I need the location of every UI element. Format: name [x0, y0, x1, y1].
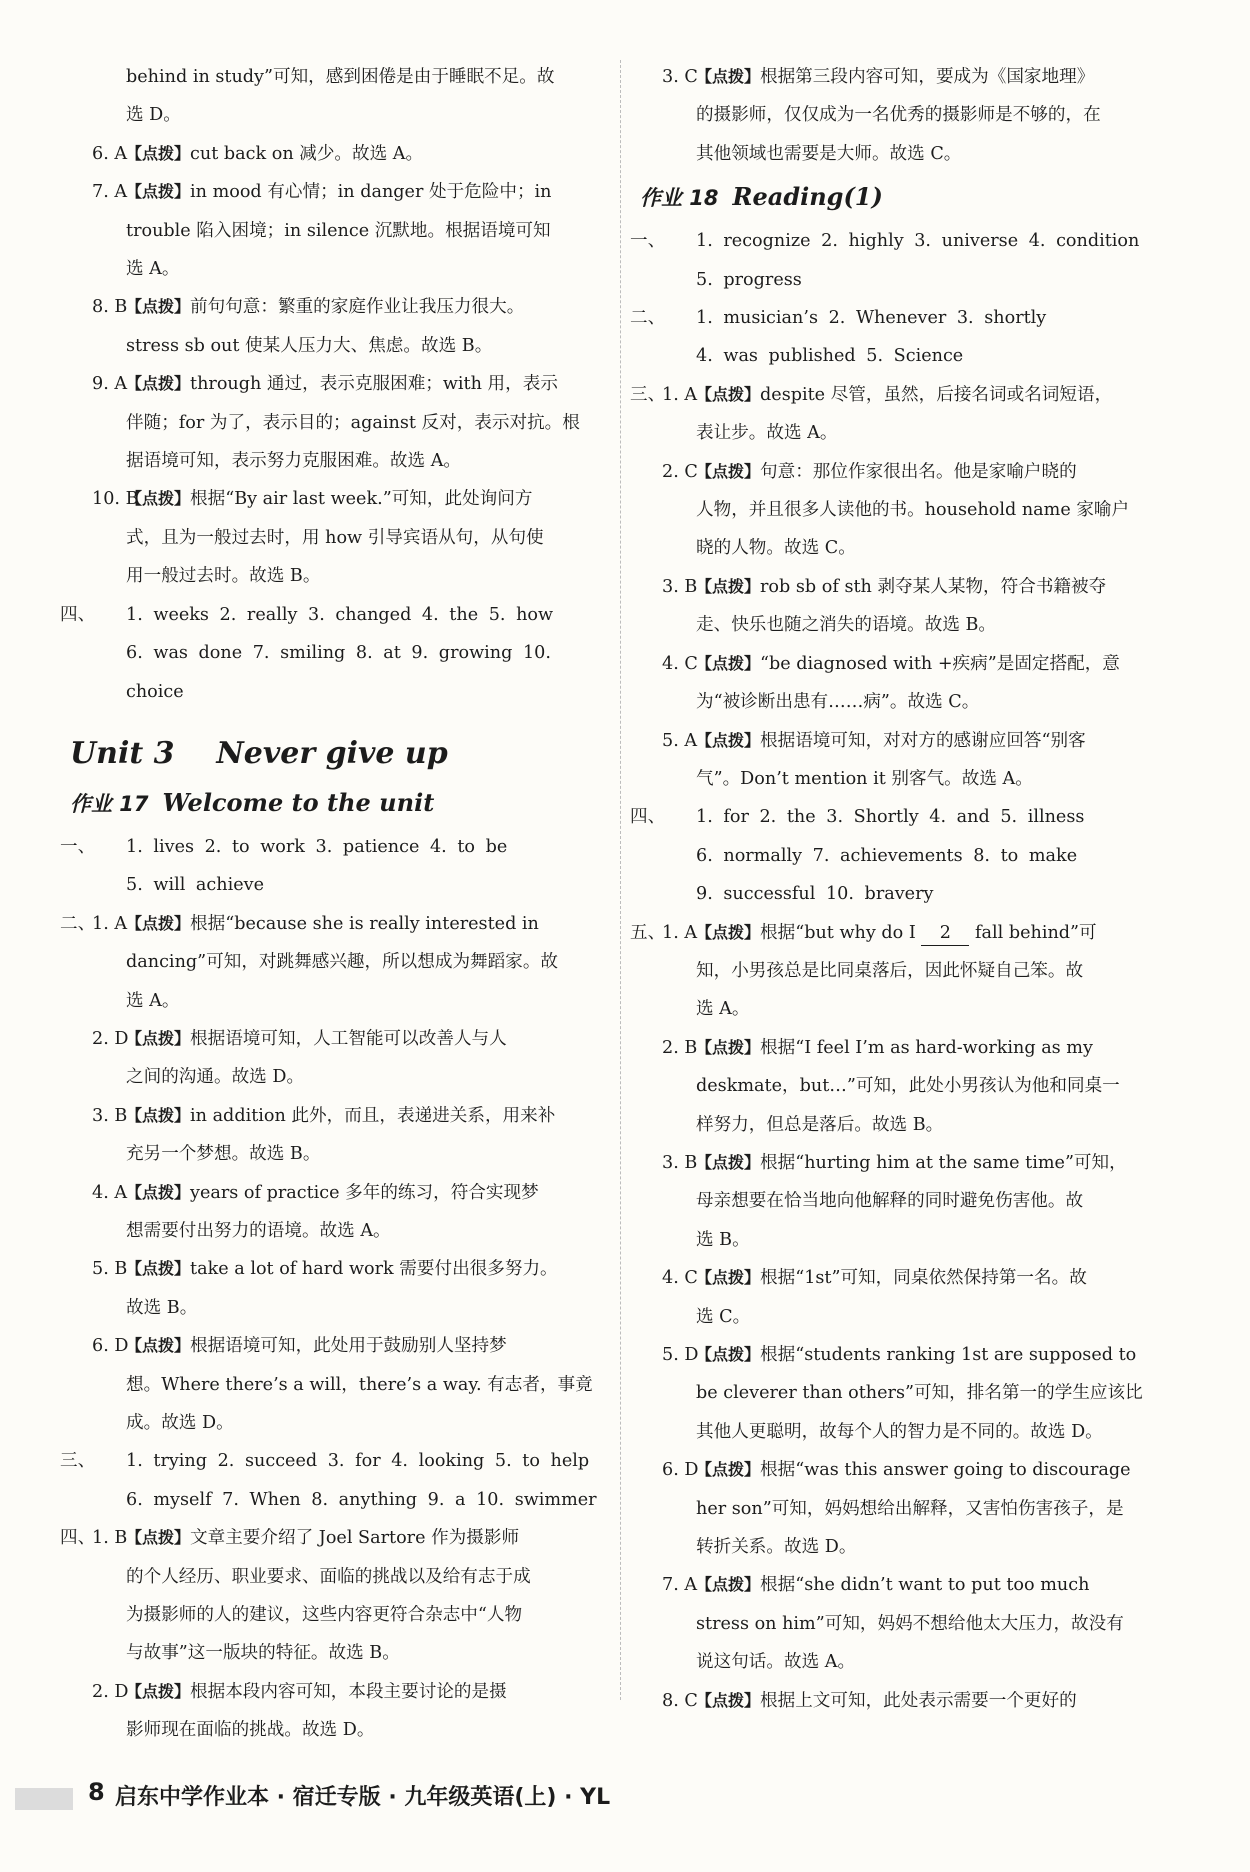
- fill-answers: 9. successful 10. bravery: [696, 884, 934, 905]
- answer-item: [60, 905, 615, 1020]
- answer-line: [70, 519, 615, 557]
- answer-line: [70, 1212, 615, 1250]
- answer-item: [70, 135, 615, 173]
- blank-number: 2: [921, 921, 969, 946]
- answer-text: 【点拨】in mood 有心情；in danger 处于危险中；in: [126, 182, 552, 203]
- hint-tag: 【点拨】: [696, 1345, 761, 1364]
- answer-item: [70, 1097, 615, 1174]
- hint-tag: 【点拨】: [696, 384, 761, 404]
- fill-answers: 5. will achieve: [126, 875, 264, 896]
- section-mark: 一、: [630, 231, 666, 252]
- answer-text: 【点拨】根据“By air last week.”可知，此处询问方: [126, 489, 533, 510]
- answer-text: 选 C。: [696, 1306, 751, 1327]
- answer-text: 【点拨】根据“she didn’t want to put too much: [696, 1575, 1090, 1596]
- answer-text: 【点拨】“be diagnosed with +疾病”是固定搭配，意: [696, 653, 1120, 674]
- answer-item: [640, 58, 1175, 173]
- answer-item: [640, 568, 1175, 645]
- fill-blank-line: [640, 337, 1175, 375]
- fill-answers: 1. for 2. the 3. Shortly 4. and 5. illness: [696, 807, 1085, 828]
- continued-text: 选 D。: [126, 105, 181, 126]
- answer-text: 【点拨】根据“was this answer going to discourage: [696, 1460, 1131, 1481]
- answer-text: 【点拨】根据第三段内容可知，要成为《国家地理》: [696, 67, 1095, 87]
- answer-number: 1. B: [92, 1528, 128, 1549]
- hint-tag: 【点拨】: [696, 922, 761, 942]
- answer-text: stress on him”可知，妈妈不想给他太大压力，故没有: [696, 1613, 1124, 1634]
- answer-line: [640, 722, 1175, 760]
- section-mark: 五、: [630, 922, 666, 943]
- answer-text: 【点拨】句意：那位作家很出名。他是家喻户晓的: [696, 461, 1077, 482]
- hint-tag: 【点拨】: [696, 1037, 761, 1057]
- answer-number: 3. B: [662, 576, 698, 597]
- hint-tag: 【点拨】: [696, 1690, 761, 1710]
- fill-blank-line: [70, 866, 615, 904]
- hint-tag: 【点拨】: [126, 1105, 191, 1125]
- fill-answers: 1. lives 2. to work 3. patience 4. to be: [126, 836, 508, 857]
- answer-line: [640, 529, 1175, 567]
- answer-line: [70, 1097, 615, 1135]
- answer-line: [640, 1067, 1175, 1105]
- answer-text: 【点拨】根据语境可知，此处用于鼓励别人坚持梦: [126, 1336, 507, 1357]
- hint-tag: 【点拨】: [126, 1182, 191, 1202]
- answer-line: [70, 1558, 615, 1596]
- answer-item: [640, 453, 1175, 568]
- hint-tag: 【点拨】: [126, 913, 191, 933]
- answer-text: 【点拨】in addition 此外，而且，表递进关系，用来补: [126, 1105, 556, 1126]
- answer-line: [640, 1336, 1175, 1374]
- answer-number: 6. D: [662, 1460, 699, 1481]
- answer-line: [640, 1451, 1175, 1489]
- answer-text: 的摄影师，仅仅成为一名优秀的摄影师是不够的，在: [696, 105, 1101, 126]
- answer-item: [640, 1566, 1175, 1681]
- fill-answers: 4. was published 5. Science: [696, 346, 964, 367]
- answer-text: 【点拨】文章主要介绍了 Joel Sartore 作为摄影师: [126, 1528, 520, 1549]
- answer-line: [640, 1682, 1175, 1720]
- answer-text: 知，小男孩总是比同桌落后，因此怀疑自己笨。故: [696, 960, 1084, 981]
- answer-item: [640, 1029, 1175, 1144]
- hint-tag: 【点拨】: [126, 1336, 191, 1356]
- answer-number: 5. D: [662, 1345, 699, 1365]
- homework-title: [70, 783, 615, 824]
- answer-number: 9. A: [92, 374, 128, 395]
- hint-tag: 【点拨】: [126, 143, 191, 163]
- answer-text: 【点拨】根据“I feel I’m as hard-working as my: [696, 1037, 1093, 1058]
- answer-text: 式，且为一般过去时，用 how 引导宾语从句，从句使: [126, 527, 544, 548]
- answer-line: [70, 442, 615, 480]
- section-mark: 三、: [630, 384, 666, 405]
- column-divider: [620, 60, 621, 1700]
- answer-line: [70, 1366, 615, 1404]
- answer-line: [70, 1289, 615, 1327]
- answer-text: 【点拨】rob sb of sth 剥夺某人某物，符合书籍被夺: [696, 576, 1107, 597]
- answer-text: 其他人更聪明，故每个人的智力是不同的。故选 D。: [696, 1421, 1103, 1442]
- answer-number: 3. B: [662, 1152, 698, 1173]
- answer-text: 与故事”这一版块的特征。故选 B。: [126, 1643, 400, 1664]
- answer-line: [640, 683, 1175, 721]
- fill-blank-line: [70, 634, 615, 711]
- answer-text: her son”可知，妈妈想给出解释，又害怕伤害孩子，是: [696, 1498, 1124, 1519]
- answer-text: 【点拨】cut back on 减少。故选 A。: [126, 143, 424, 164]
- answer-number: 4. C: [662, 653, 698, 674]
- answer-item: [70, 480, 615, 595]
- answer-item: [60, 1519, 615, 1673]
- answer-item: [640, 1682, 1175, 1720]
- answer-number: 8. B: [92, 297, 128, 318]
- answer-line: [70, 1673, 615, 1711]
- hint-tag: 【点拨】: [126, 297, 191, 317]
- answer-line: [640, 990, 1175, 1028]
- answer-line: [70, 173, 615, 211]
- fill-blank-line: [630, 798, 1175, 836]
- answer-text: 【点拨】根据“students ranking 1st are supposed to: [696, 1345, 1137, 1365]
- answer-text: 之间的沟通。故选 D。: [126, 1067, 305, 1088]
- answer-line: [60, 905, 615, 943]
- answer-text: 选 A。: [126, 259, 180, 280]
- answer-item: [630, 914, 1175, 1029]
- answer-line: [640, 1528, 1175, 1566]
- answer-text: 【点拨】根据“because she is really interested in: [126, 913, 539, 934]
- answer-line: [630, 376, 1175, 414]
- answer-item: [70, 1250, 615, 1327]
- continued-text: behind in study”可知，感到困倦是由于睡眠不足。故: [126, 67, 555, 87]
- answer-number: 5. B: [92, 1259, 128, 1280]
- answer-text: deskmate，but…”可知，此处小男孩认为他和同桌一: [696, 1076, 1120, 1097]
- answer-text: 影师现在面临的挑战。故选 D。: [126, 1720, 375, 1741]
- answer-text: 的个人经历、职业要求、面临的挑战以及给有志于成: [126, 1566, 531, 1587]
- hint-tag: 【点拨】: [696, 1268, 761, 1288]
- answer-line: [640, 1221, 1175, 1259]
- answer-text: 其他领域也需要是大师。故选 C。: [696, 143, 962, 164]
- answer-line: [70, 557, 615, 595]
- answer-number: 6. D: [92, 1336, 129, 1357]
- hint-tag: 【点拨】: [696, 730, 761, 750]
- answer-line: [70, 404, 615, 442]
- answer-text: 【点拨】根据语境可知，对对方的感谢应回答“别客: [696, 730, 1086, 751]
- answer-text: 晓的人物。故选 C。: [696, 538, 856, 559]
- answer-line: [70, 480, 615, 518]
- fill-answers: 6. normally 7. achievements 8. to make: [696, 845, 1078, 866]
- answer-number: 5. A: [662, 730, 698, 751]
- section-mark: 一、: [60, 836, 96, 857]
- answer-text: 为摄影师的人的建议，这些内容更符合杂志中“人物: [126, 1605, 523, 1626]
- answer-line: [640, 1144, 1175, 1182]
- answer-line: [70, 1404, 615, 1442]
- answer-line: [70, 982, 615, 1020]
- answer-line: [630, 914, 1175, 952]
- answer-line: [640, 135, 1175, 173]
- answer-item: [70, 1020, 615, 1097]
- answer-line: [640, 1106, 1175, 1144]
- fill-blank-line: [640, 261, 1175, 299]
- section-mark: 四、: [630, 807, 666, 828]
- answer-number: 7. A: [662, 1575, 698, 1596]
- answer-line: [640, 1566, 1175, 1604]
- answer-number: 4. C: [662, 1268, 698, 1289]
- answer-line: [70, 1327, 615, 1365]
- answer-text: 想。Where there’s a will，there’s a way. 有志者，事竟: [126, 1374, 593, 1395]
- answer-number: 2. C: [662, 461, 698, 482]
- page-number: 8: [88, 1778, 105, 1806]
- homework-name: Reading(1): [732, 182, 883, 212]
- fill-blank-line: [640, 875, 1175, 913]
- answer-item: [70, 1673, 615, 1750]
- fill-answers: 1. trying 2. succeed 3. for 4. looking 5. to help: [126, 1451, 590, 1472]
- hint-tag: 【点拨】: [126, 1259, 191, 1279]
- fill-answers: 1. weeks 2. really 3. changed 4. the 5. how: [126, 604, 554, 625]
- answer-text: 走、快乐也随之消失的语境。故选 B。: [696, 615, 997, 636]
- fill-answers: 6. was done 7. smiling 8. at 9. growing 10. choice: [126, 643, 551, 702]
- answer-number: 10. B: [92, 489, 139, 510]
- fill-answers: 1. recognize 2. highly 3. universe 4. condition: [696, 231, 1140, 252]
- hint-tag: 【点拨】: [696, 1460, 761, 1480]
- answer-line: [70, 1020, 615, 1058]
- answer-line: [70, 288, 615, 326]
- answer-number: 1. A: [662, 922, 698, 943]
- answer-item: [70, 288, 615, 365]
- right-column: [630, 58, 1175, 1720]
- fill-blank-line: [70, 1481, 615, 1519]
- answer-text: 表让步。故选 A。: [696, 423, 838, 444]
- fill-blank-line: [60, 1442, 615, 1480]
- answer-number: 1. A: [662, 384, 698, 405]
- answer-item: [640, 1259, 1175, 1336]
- answer-text: 人物，并且很多人读他的书。household name 家喻户: [696, 500, 1130, 521]
- answer-line: [640, 453, 1175, 491]
- answer-number: 6. A: [92, 143, 128, 164]
- answer-text: 【点拨】根据“hurting him at the same time”可知，: [696, 1152, 1127, 1173]
- answer-line: [640, 760, 1175, 798]
- answer-number: 2. D: [92, 1681, 129, 1702]
- answer-text: 母亲想要在恰当地向他解释的同时避免伤害他。故: [696, 1191, 1084, 1212]
- answer-line: [70, 365, 615, 403]
- fill-blank-line: [60, 596, 615, 634]
- answer-line: [640, 1605, 1175, 1643]
- answer-line: [70, 1634, 615, 1672]
- answer-line: [70, 250, 615, 288]
- homework-number: 作业 18: [640, 186, 719, 211]
- answer-text: 充另一个梦想。故选 B。: [126, 1144, 321, 1165]
- answer-text: be cleverer than others”可知，排名第一的学生应该比: [696, 1383, 1143, 1404]
- answer-line: [70, 135, 615, 173]
- answer-text: stress sb out 使某人压力大、焦虑。故选 B。: [126, 335, 493, 356]
- section-mark: 四、: [60, 1528, 96, 1549]
- answer-line: [640, 96, 1175, 134]
- answer-line: [640, 58, 1175, 96]
- answer-text: 【点拨】根据“but why do I: [696, 922, 916, 943]
- hint-tag: 【点拨】: [696, 576, 761, 596]
- answer-item: [640, 1451, 1175, 1566]
- answer-text: 【点拨】despite 尽管，虽然，后接名词或名词短语，: [696, 384, 1113, 405]
- answer-line: [640, 1413, 1175, 1451]
- answer-text: 【点拨】through 通过，表示克服困难；with 用，表示: [126, 374, 558, 395]
- answer-text: 用一般过去时。故选 B。: [126, 566, 321, 587]
- answer-line: [640, 1259, 1175, 1297]
- answer-text: trouble 陷入困境；in silence 沉默地。根据语境可知: [126, 220, 551, 241]
- fill-answers: 6. myself 7. When 8. anything 9. a 10. swimmer: [126, 1489, 597, 1510]
- homework-name: Welcome to the unit: [162, 787, 435, 817]
- fill-blank-line: [630, 222, 1175, 260]
- answer-number: 8. C: [662, 1690, 698, 1711]
- answer-text: 【点拨】根据本段内容可知，本段主要讨论的是摄: [126, 1681, 507, 1702]
- section-mark: 二、: [630, 308, 666, 329]
- answer-text: 转折关系。故选 D。: [696, 1537, 857, 1558]
- homework-number: 作业 17: [70, 791, 149, 816]
- answer-number: 3. C: [662, 67, 698, 87]
- answer-line: [640, 606, 1175, 644]
- answer-line: [70, 1174, 615, 1212]
- answer-number: 2. D: [92, 1028, 129, 1049]
- answer-text: fall behind”可: [974, 922, 1097, 943]
- answer-line: [640, 568, 1175, 606]
- unit-title: Unit 3 Never give up: [70, 735, 448, 771]
- footer-gray-bar: [15, 1788, 73, 1810]
- answer-number: 1. A: [92, 913, 128, 934]
- answer-line: [640, 1374, 1175, 1412]
- answer-text: 【点拨】根据上文可知，此处表示需要一个更好的: [696, 1690, 1077, 1711]
- answer-text: 气”。Don’t mention it 别客气。故选 A。: [696, 768, 1033, 789]
- hint-tag: 【点拨】: [696, 1152, 761, 1172]
- answer-item: [640, 1336, 1175, 1451]
- hint-tag: 【点拨】: [126, 374, 191, 394]
- answer-line: [640, 645, 1175, 683]
- answer-item: [70, 173, 615, 288]
- homework-title: [640, 177, 1175, 218]
- section-mark: 四、: [60, 604, 96, 625]
- answer-text: 选 A。: [696, 999, 750, 1020]
- answer-text: 想需要付出努力的语境。故选 A。: [126, 1220, 391, 1241]
- answer-line: [70, 943, 615, 981]
- hint-tag: 【点拨】: [696, 1575, 761, 1595]
- hint-tag: 【点拨】: [126, 1028, 191, 1048]
- section-mark: 二、: [60, 913, 96, 934]
- answer-line: [70, 327, 615, 365]
- answer-text: 据语境可知，表示努力克服困难。故选 A。: [126, 451, 461, 472]
- footer-title: 启东中学作业本 · 宿迁专版 · 九年级英语(上) · YL: [115, 1785, 611, 1810]
- answer-number: 4. A: [92, 1182, 128, 1203]
- answer-text: 【点拨】根据“1st”可知，同桌依然保持第一名。故: [696, 1268, 1087, 1289]
- answer-text: 样努力，但总是落后。故选 B。: [696, 1114, 944, 1135]
- answer-line: [640, 491, 1175, 529]
- answer-item: [640, 722, 1175, 799]
- answer-line: [70, 1596, 615, 1634]
- answer-line: [640, 1298, 1175, 1336]
- answer-text: 成。故选 D。: [126, 1413, 234, 1433]
- page-footer: [0, 1778, 1250, 1818]
- answer-line: [70, 1058, 615, 1096]
- answer-text: 【点拨】years of practice 多年的练习，符合实现梦: [126, 1182, 539, 1203]
- answer-line: [640, 1643, 1175, 1681]
- answer-line: [60, 1519, 615, 1557]
- fill-blank-line: [630, 299, 1175, 337]
- answer-text: 【点拨】根据语境可知，人工智能可以改善人与人: [126, 1028, 507, 1049]
- answer-text: dancing”可知，对跳舞感兴趣，所以想成为舞蹈家。故: [126, 952, 559, 973]
- answer-item: [630, 376, 1175, 453]
- answer-line: [70, 1711, 615, 1749]
- answer-text: 选 B。: [696, 1229, 750, 1250]
- hint-tag: 【点拨】: [126, 182, 191, 202]
- fill-blank-line: [60, 828, 615, 866]
- answer-text: 伴随；for 为了，表示目的；against 反对，表示对抗。根: [126, 412, 580, 433]
- fill-answers: 5. progress: [696, 269, 802, 290]
- answer-item: [70, 365, 615, 480]
- hint-tag: 【点拨】: [696, 67, 761, 86]
- answer-line: [640, 414, 1175, 452]
- answer-text: 为“被诊断出患有……病”。故选 C。: [696, 692, 980, 713]
- answer-line: [70, 1250, 615, 1288]
- hint-tag: 【点拨】: [126, 1528, 191, 1548]
- hint-tag: 【点拨】: [696, 653, 761, 673]
- hint-tag: 【点拨】: [696, 461, 761, 481]
- answer-text: 故选 B。: [126, 1297, 198, 1318]
- answer-text: 【点拨】take a lot of hard work 需要付出很多努力。: [126, 1259, 558, 1280]
- answer-item: [640, 645, 1175, 722]
- answer-item: [70, 1174, 615, 1251]
- answer-line: [640, 1029, 1175, 1067]
- answer-line: [640, 1490, 1175, 1528]
- answer-line: [70, 1135, 615, 1173]
- section-mark: 三、: [60, 1451, 96, 1472]
- answer-item: [640, 1144, 1175, 1259]
- answer-line: [640, 1182, 1175, 1220]
- left-column: [60, 58, 615, 1750]
- answer-item: [70, 1327, 615, 1442]
- answer-text: 【点拨】前句句意：繁重的家庭作业让我压力很大。: [126, 297, 525, 318]
- answer-number: 7. A: [92, 182, 128, 203]
- answer-text: 说这句话。故选 A。: [696, 1652, 856, 1673]
- hint-tag: 【点拨】: [126, 489, 191, 509]
- answer-number: 2. B: [662, 1037, 698, 1058]
- answer-number: 3. B: [92, 1105, 128, 1126]
- answer-line: [70, 212, 615, 250]
- fill-blank-line: [640, 837, 1175, 875]
- answer-line: [640, 952, 1175, 990]
- hint-tag: 【点拨】: [126, 1681, 191, 1701]
- fill-answers: 1. musician’s 2. Whenever 3. shortly: [696, 308, 1047, 329]
- answer-text: 选 A。: [126, 990, 180, 1011]
